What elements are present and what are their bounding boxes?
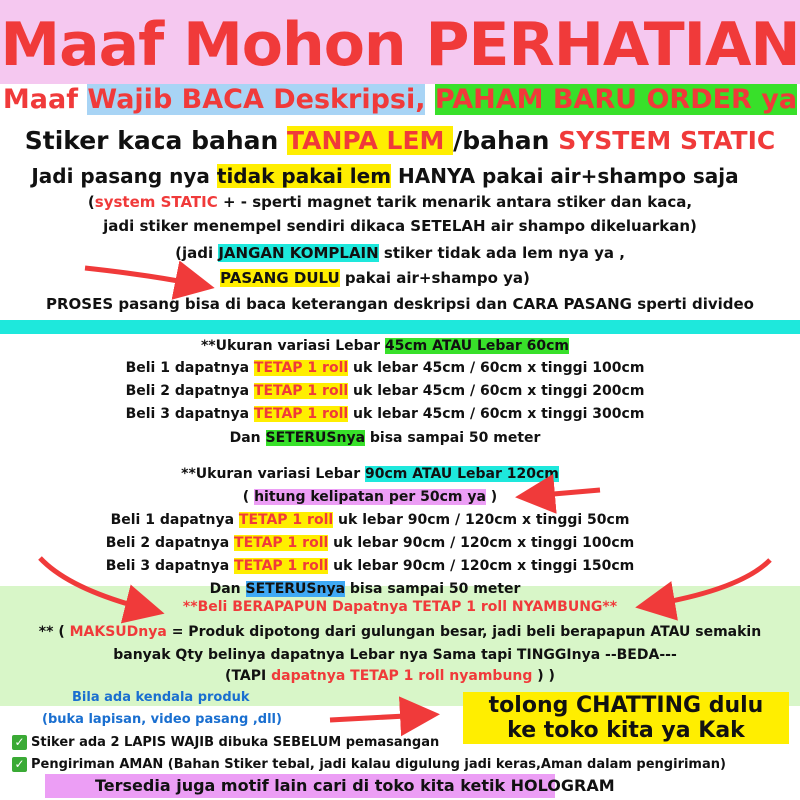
size-row-text: Beli 3 dapatnya — [105, 558, 235, 574]
static-note-line-2: jadi stiker menempel sendiri dikaca SETELAH air shampo dikeluarkan) — [103, 217, 697, 235]
size-a-header-text: **Ukuran variasi Lebar — [200, 338, 385, 354]
size-row-text: Beli 2 dapatnya — [125, 383, 254, 399]
maksud-label: MAKSUDnya — [69, 624, 167, 640]
size-row-text: Beli 3 dapatnya — [125, 406, 254, 422]
size-a-footer-text-2: bisa sampai 50 meter — [365, 430, 541, 446]
static-note-text: + - sperti magnet tarik menarik antara stiker dan kaca, — [217, 193, 693, 211]
material-highlight: TANPA LEM — [287, 126, 454, 155]
maksud-line-2: banyak Qty belinya dapatnya Lebar nya Sama tapi TINGGInya --BEDA--- — [113, 647, 677, 663]
roll-highlight: TETAP 1 roll — [238, 512, 334, 528]
maksud-prefix: ** ( — [38, 624, 70, 640]
size-row-text: uk lebar 45cm / 60cm x tinggi 200cm — [348, 383, 645, 399]
size-row-text: Beli 1 dapatnya — [125, 360, 254, 376]
static-note-paren: ( — [87, 193, 95, 211]
hologram-text: Tersedia juga motif lain cari di toko kita ketik HOLOGRAM — [95, 776, 615, 795]
material-system: SYSTEM STATIC — [558, 126, 776, 155]
roll-highlight: TETAP 1 roll — [253, 383, 349, 399]
size-b-footer-highlight: SETERUSnya — [245, 581, 346, 597]
size-row-text: uk lebar 90cm / 120cm x tinggi 50cm — [333, 512, 630, 528]
chat-line-1: tolong CHATTING dulu — [488, 693, 764, 718]
size-b-header-text: **Ukuran variasi Lebar — [181, 466, 365, 482]
subtitle-highlight: Wajib BACA Deskripsi, — [87, 84, 426, 115]
material-text-2: /bahan — [453, 126, 559, 155]
roll-highlight: TETAP 1 roll — [234, 558, 329, 574]
check-mark-icon: ✓ — [12, 757, 27, 772]
size-b-note-paren: ( — [242, 489, 255, 505]
maksud-3-text: (TAPI — [225, 668, 272, 684]
page-title: Maaf Mohon PERHATIAN — [0, 10, 800, 80]
maksud-3-highlight: dapatnya TETAP 1 roll nyambung — [271, 668, 533, 684]
static-note-text-3c: stiker tidak ada lem nya ya , — [378, 244, 625, 262]
chat-line-2: ke toko kita ya Kak — [507, 718, 745, 743]
subtitle-highlight-green: PAHAM BARU ORDER ya — [434, 84, 798, 115]
maksud-text: = Produk dipotong dari gulungan besar, jadi beli berapapun ATAU semakin — [166, 624, 762, 640]
jangan-komplain-highlight: JANGAN KOMPLAIN — [218, 244, 379, 262]
size-row-text: uk lebar 90cm / 120cm x tinggi 100cm — [328, 535, 635, 551]
material-text: Stiker kaca bahan — [24, 126, 288, 155]
static-note-system: system STATIC — [94, 193, 218, 211]
static-note-text-3a: (jadi — [175, 244, 219, 262]
size-row-text: Beli 1 dapatnya — [110, 512, 239, 528]
roll-highlight: TETAP 1 roll — [234, 535, 329, 551]
install-highlight: tidak pakai lem — [216, 164, 392, 188]
install-text: Jadi pasang nya — [31, 164, 217, 188]
size-b-footer-text-2: bisa sampai 50 meter — [345, 581, 521, 597]
size-a-header-highlight: 45cm ATAU Lebar 60cm — [384, 338, 569, 354]
size-row-text: uk lebar 45cm / 60cm x tinggi 300cm — [348, 406, 645, 422]
kendala-line-2: (buka lapisan, video pasang ,dll) — [42, 712, 282, 727]
pasang-dulu-highlight: PASANG DULU — [220, 269, 340, 287]
size-b-note-highlight: hitung kelipatan per 50cm ya — [254, 489, 486, 505]
nyambung-line: **Beli BERAPAPUN Dapatnya TETAP 1 roll NYAMBUNG** — [182, 599, 618, 615]
roll-highlight: TETAP 1 roll — [253, 406, 349, 422]
size-a-footer-highlight: SETERUSnya — [265, 430, 366, 446]
size-row-text: uk lebar 45cm / 60cm x tinggi 100cm — [348, 360, 645, 376]
check-text-1: Stiker ada 2 LAPIS WAJIB dibuka SEBELUM pemasangan — [31, 735, 440, 750]
static-note-text-4: pakai air+shampo ya) — [339, 269, 530, 287]
size-row-text: uk lebar 90cm / 120cm x tinggi 150cm — [328, 558, 635, 574]
install-text-2: HANYA pakai air+shampo saja — [391, 164, 739, 188]
size-b-header-highlight: 90cm ATAU Lebar 120cm — [365, 466, 559, 482]
check-mark-icon: ✓ — [12, 735, 27, 750]
roll-highlight: TETAP 1 roll — [253, 360, 349, 376]
maksud-3-close: ) ) — [532, 668, 555, 684]
check-text-2: Pengiriman AMAN (Bahan Stiker tebal, jadi kalau digulung jadi keras,Aman dalam pengiriman) — [31, 757, 726, 772]
size-b-footer-text: Dan — [209, 581, 246, 597]
proses-line: PROSES pasang bisa di baca keterangan deskripsi dan CARA PASANG sperti divideo — [46, 295, 754, 313]
kendala-line-1: Bila ada kendala produk — [72, 690, 250, 705]
subtitle-part: Maaf — [2, 84, 88, 115]
size-row-text: Beli 2 dapatnya — [105, 535, 235, 551]
size-b-note-paren-2: ) — [485, 489, 498, 505]
size-a-footer-text: Dan — [229, 430, 266, 446]
